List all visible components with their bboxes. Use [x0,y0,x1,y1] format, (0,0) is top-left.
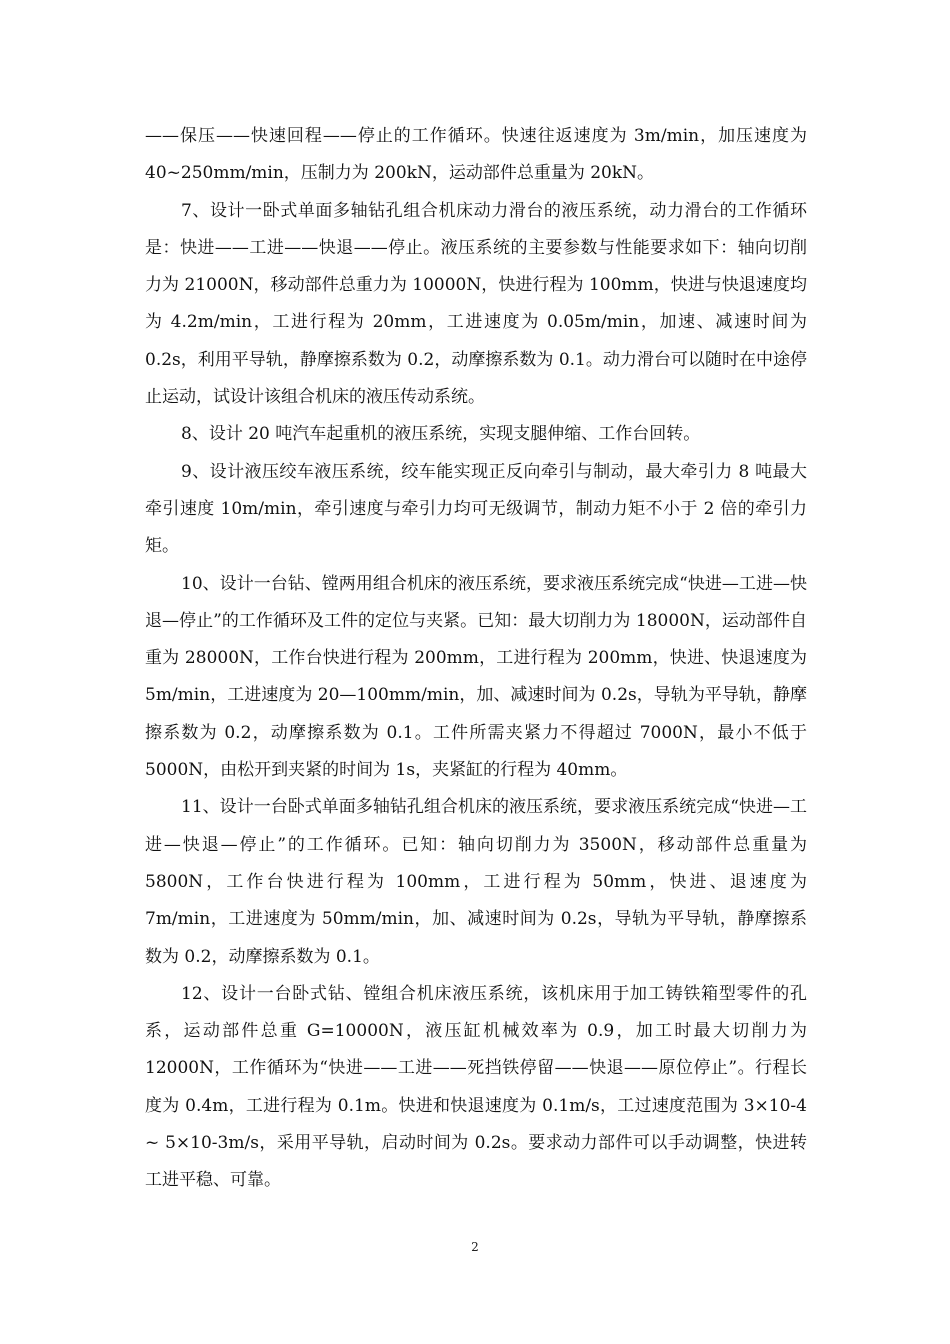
paragraph-item-9: 9、设计液压绞车液压系统，绞车能实现正反向牵引与制动，最大牵引力 8 吨最大牵引速度 10m/min，牵引速度与牵引力均可无级调节，制动力矩不小于 2 倍的牵引力矩。 [145,461,807,557]
paragraph-item-8: 8、设计 20 吨汽车起重机的液压系统，实现支腿伸缩、工作台回转。 [181,424,701,445]
page-number: 2 [471,1240,479,1254]
page-body [145,118,807,1200]
paragraph-item-10: 10、设计一台钻、镗两用组合机床的液压系统，要求液压系统完成“快进—工进—快退—停止”的工作循环及工件的定位与夹紧。已知：最大切削力为 18000N，运动部件自重为 28000N，工作台快进行程为 200mm，工进行程为 200mm，快进、快退速度为 5m/min，工进速度为 20—100mm/min，加、减速时间为 0.2s，导轨为平导轨，静摩擦系数为 0.2，动摩擦系数为 0.1。工件所需夹紧力不得超过 7000N，最小不低于 5000N，由松开到夹紧的时间为 1s，夹紧缸的行程为 40mm。 [145,573,807,781]
paragraph-item-12: 12、设计一台卧式钻、镗组合机床液压系统，该机床用于加工铸铁箱型零件的孔系，运动部件总重 G=10000N，液压缸机械效率为 0.9，加工时最大切削力为 12000N，工作循环为“快进——工进——死挡铁停留——快退——原位停止”。行程长度为 0.4m，工进行程为 0.1m。快进和快退速度为 0.1m/s，工过速度范围为 3×10-4 ~ 5×10-3m/s，采用平导轨，启动时间为 0.2s。要求动力部件可以手动调整，快进转工进平稳、可靠。 [145,983,807,1191]
paragraph-item-11: 11、设计一台卧式单面多轴钻孔组合机床的液压系统，要求液压系统完成“快进—工进—快退—停止”的工作循环。已知：轴向切削力为 3500N，移动部件总重量为 5800N，工作台快进行程为 100mm，工进行程为 50mm，快进、退速度为 7m/min，工进速度为 50mm/min，加、减速时间为 0.2s，导轨为平导轨，静摩擦系数为 0.2，动摩擦系数为 0.1。 [145,797,807,967]
paragraph-item-7: 7、设计一卧式单面多轴钻孔组合机床动力滑台的液压系统，动力滑台的工作循环是：快进——工进——快退——停止。液压系统的主要参数与性能要求如下：轴向切削力为 21000N，移动部件总重力为 10000N，快进行程为 100mm，快进与快退速度均为 4.2m/min，工进行程为 20mm，工进速度为 0.05m/min，加速、减速时间为 0.2s，利用平导轨，静摩擦系数为 0.2，动摩擦系数为 0.1。动力滑台可以随时在中途停止运动，试设计该组合机床的液压传动系统。 [145,200,807,408]
paragraph-continuation: ——保压——快速回程——停止的工作循环。快速往返速度为 3m/min，加压速度为 40~250mm/min，压制力为 200kN，运动部件总重量为 20kN。 [145,126,807,184]
